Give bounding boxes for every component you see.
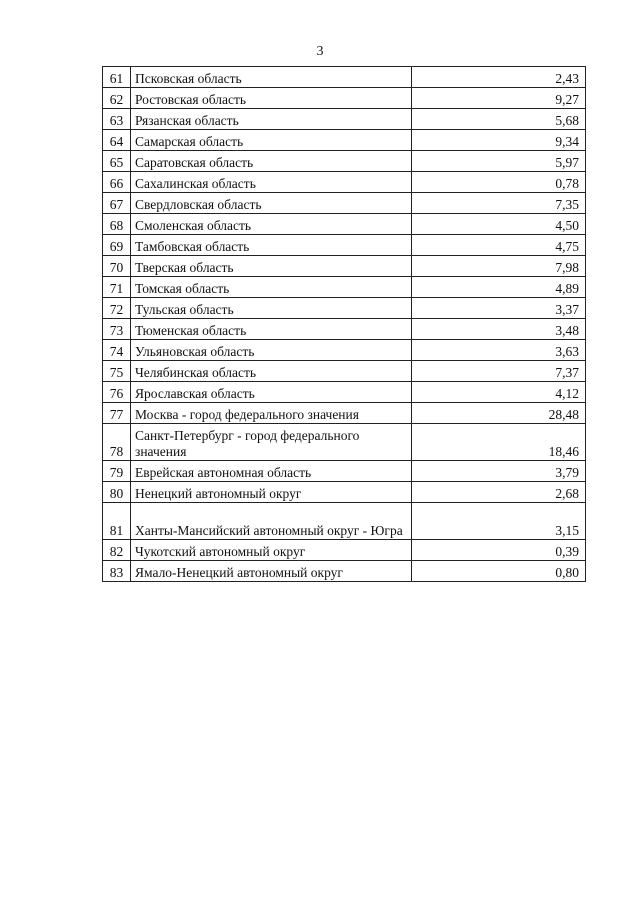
region-value: 0,80	[412, 561, 586, 582]
region-value: 18,46	[412, 424, 586, 461]
row-number: 75	[103, 361, 131, 382]
row-number: 61	[103, 67, 131, 88]
row-number: 62	[103, 88, 131, 109]
table-row	[103, 361, 586, 382]
table-row	[103, 461, 586, 482]
region-name: Ямало-Ненецкий автономный округ	[131, 561, 412, 582]
region-name: Свердловская область	[131, 193, 412, 214]
table-row	[103, 67, 586, 88]
region-value: 7,98	[412, 256, 586, 277]
table-row	[103, 214, 586, 235]
table-row	[103, 382, 586, 403]
table-row	[103, 561, 586, 582]
region-value: 0,78	[412, 172, 586, 193]
region-value: 5,68	[412, 109, 586, 130]
table-row	[103, 256, 586, 277]
row-number: 66	[103, 172, 131, 193]
region-name: Ростовская область	[131, 88, 412, 109]
region-name: Саратовская область	[131, 151, 412, 172]
region-value: 2,68	[412, 482, 586, 503]
row-number: 71	[103, 277, 131, 298]
region-name: Челябинская область	[131, 361, 412, 382]
table-row	[103, 540, 586, 561]
region-value: 28,48	[412, 403, 586, 424]
table-row	[103, 424, 586, 461]
region-value: 3,63	[412, 340, 586, 361]
region-name: Рязанская область	[131, 109, 412, 130]
region-value: 3,79	[412, 461, 586, 482]
region-value: 9,34	[412, 130, 586, 151]
row-number: 72	[103, 298, 131, 319]
region-name: Сахалинская область	[131, 172, 412, 193]
row-number: 69	[103, 235, 131, 256]
region-value: 3,15	[412, 503, 586, 540]
row-number: 73	[103, 319, 131, 340]
regions-table	[102, 66, 586, 582]
row-number: 83	[103, 561, 131, 582]
table-row	[103, 193, 586, 214]
row-number: 64	[103, 130, 131, 151]
table-row	[103, 482, 586, 503]
region-name: Томская область	[131, 277, 412, 298]
table-row	[103, 319, 586, 340]
table-row	[103, 340, 586, 361]
table-row	[103, 403, 586, 424]
row-number: 81	[103, 503, 131, 540]
region-value: 3,37	[412, 298, 586, 319]
table-row	[103, 109, 586, 130]
table-row	[103, 172, 586, 193]
table-row	[103, 298, 586, 319]
row-number: 67	[103, 193, 131, 214]
region-name: Самарская область	[131, 130, 412, 151]
row-number: 76	[103, 382, 131, 403]
region-name: Чукотский автономный округ	[131, 540, 412, 561]
region-name: Ненецкий автономный округ	[131, 482, 412, 503]
region-name: Ханты-Мансийский автономный округ - Югра	[131, 503, 412, 540]
region-value: 2,43	[412, 67, 586, 88]
row-number: 70	[103, 256, 131, 277]
row-number: 80	[103, 482, 131, 503]
row-number: 78	[103, 424, 131, 461]
page-number: 3	[316, 44, 324, 59]
region-name: Тверская область	[131, 256, 412, 277]
row-number: 74	[103, 340, 131, 361]
region-name: Ульяновская область	[131, 340, 412, 361]
region-value: 3,48	[412, 319, 586, 340]
region-name: Москва - город федерального значения	[131, 403, 412, 424]
row-number: 77	[103, 403, 131, 424]
region-name: Ярославская область	[131, 382, 412, 403]
region-value: 4,89	[412, 277, 586, 298]
region-name: Тульская область	[131, 298, 412, 319]
region-name: Тамбовская область	[131, 235, 412, 256]
region-value: 4,75	[412, 235, 586, 256]
region-value: 9,27	[412, 88, 586, 109]
table-row	[103, 277, 586, 298]
region-name: Санкт-Петербург - город федерального значения	[131, 424, 412, 461]
table-row	[103, 130, 586, 151]
region-value: 5,97	[412, 151, 586, 172]
region-value: 7,35	[412, 193, 586, 214]
row-number: 68	[103, 214, 131, 235]
region-value: 7,37	[412, 361, 586, 382]
region-value: 0,39	[412, 540, 586, 561]
row-number: 65	[103, 151, 131, 172]
region-name: Тюменская область	[131, 319, 412, 340]
row-number: 79	[103, 461, 131, 482]
region-value: 4,12	[412, 382, 586, 403]
region-name: Псковская область	[131, 67, 412, 88]
region-name: Смоленская область	[131, 214, 412, 235]
table-row	[103, 88, 586, 109]
region-value: 4,50	[412, 214, 586, 235]
row-number: 82	[103, 540, 131, 561]
table-row	[103, 151, 586, 172]
region-name: Еврейская автономная область	[131, 461, 412, 482]
row-number: 63	[103, 109, 131, 130]
table-row	[103, 503, 586, 540]
table-row	[103, 235, 586, 256]
